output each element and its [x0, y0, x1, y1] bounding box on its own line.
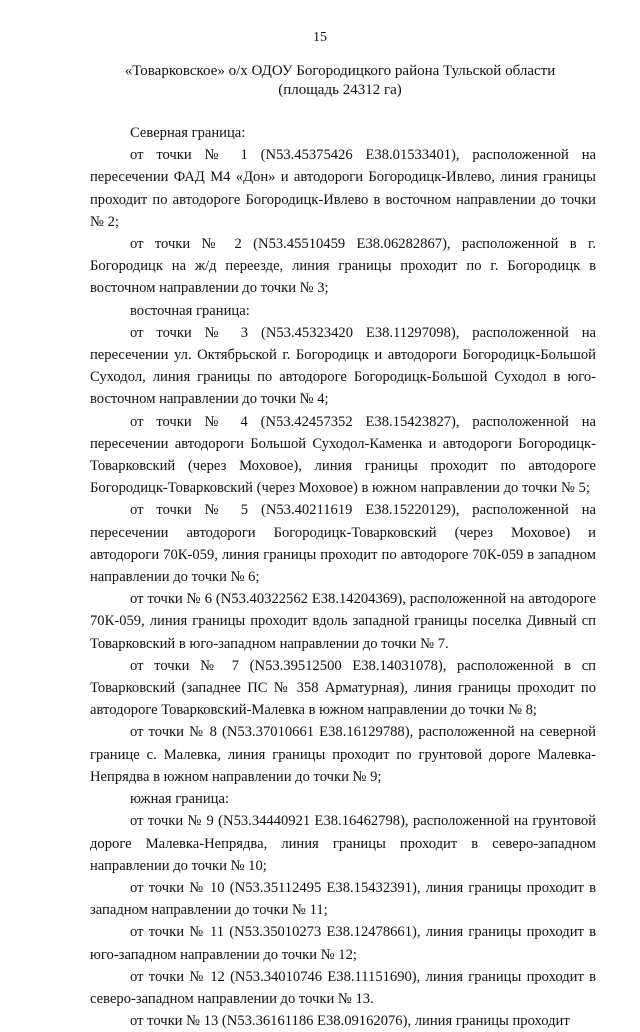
- section-heading-south: южная граница:: [130, 791, 229, 808]
- boundary-paragraph: от точки № 11 (N53.35010273 E38.12478661), линия границы проходит в юго-западном направлении до точки № 12;: [90, 924, 596, 963]
- page-number: 15: [313, 30, 327, 45]
- boundary-paragraph: от точки № 6 (N53.40322562 E38.14204369), расположенной на автодороге 70К-059, линия границы проходит вдоль западной границы поселка Дивный сп Товарковский в юго-западном направлении до точки № 7.: [90, 591, 596, 652]
- document-heading: [80, 62, 600, 100]
- heading-area: (площадь 24312 га): [278, 82, 402, 98]
- section-heading-north: Северная граница:: [130, 125, 246, 141]
- boundary-paragraph: от точки № 4 (N53.42457352 E38.15423827), расположенной на пересечении автодороги Большой Суходол-Каменка и автодороги Богородицк-Товарковский (через Моховое), линия границы проходит по автодороге Богородицк-Товарковский (через Моховое) в южном направлении до точки № 5;: [90, 413, 596, 497]
- section-heading-east: восточная граница:: [130, 302, 250, 319]
- boundary-paragraph: от точки № 5 (N53.40211619 E38.15220129), расположенной на пересечении автодороги Богородицк-Товарковский (через Моховое) и автодороги 70К-059, линия границы проходит по автодороге 70К-059 в западном направлении до точки № 6;: [90, 502, 596, 586]
- boundary-paragraph: от точки № 2 (N53.45510459 E38.06282867), расположенной в г. Богородицк на ж/д переезде, линия границы проходит по г. Богородицк в восточном направлении до точки № 3;: [90, 236, 596, 297]
- boundary-paragraph: от точки № 3 (N53.45323420 E38.11297098), расположенной на пересечении ул. Октябрьской г. Богородицк и автодороги Богородицк-Большой Суходол, линия границы по автодороге Богородицк-Большой Суходол в юго-восточном направлении до точки № 4;: [90, 324, 596, 408]
- boundary-paragraph: от точки № 7 (N53.39512500 E38.14031078), расположенной в сп Товарковский (западнее ПС № 358 Арматурная), линия границы проходит по автодороге Товарковский-Малевка в южном направлении до точки № 8;: [90, 657, 596, 719]
- boundary-paragraph: от точки № 10 (N53.35112495 E38.15432391), линия границы проходит в западном направлении до точки № 11;: [90, 879, 596, 919]
- boundary-paragraph: от точки № 9 (N53.34440921 E38.16462798), расположенной на грунтовой дороге Малевка-Непрядва, линия границы проходит в северо-западном направлении до точки № 10;: [90, 813, 596, 874]
- boundary-paragraph: от точки № 1 (N53.45375426 E38.01533401), расположенной на пересечении ФАД М4 «Дон» и автодороги Богородицк-Ивлево, линия границы проходит по автодороге Богородицк-Ивлево в восточном направлении до точки № 2;: [90, 147, 596, 230]
- boundary-paragraph: от точки № 13 (N53.36161186 E38.09162076), линия границы проходит: [130, 1013, 570, 1030]
- heading-title: «Товарковское» о/х ОДОУ Богородицкого района Тульской области: [124, 63, 556, 79]
- boundary-paragraph: от точки № 8 (N53.37010661 E38.16129788), расположенной на северной границе с. Малевка, линия границы проходит по грунтовой дороге Малевка-Непрядва в южном направлении до точки № 9;: [90, 724, 596, 785]
- boundary-description: [90, 122, 596, 1032]
- boundary-paragraph: от точки № 12 (N53.34010746 E38.11151690), линия границы проходит в северо-западном направлении до точки № 13.: [90, 968, 596, 1007]
